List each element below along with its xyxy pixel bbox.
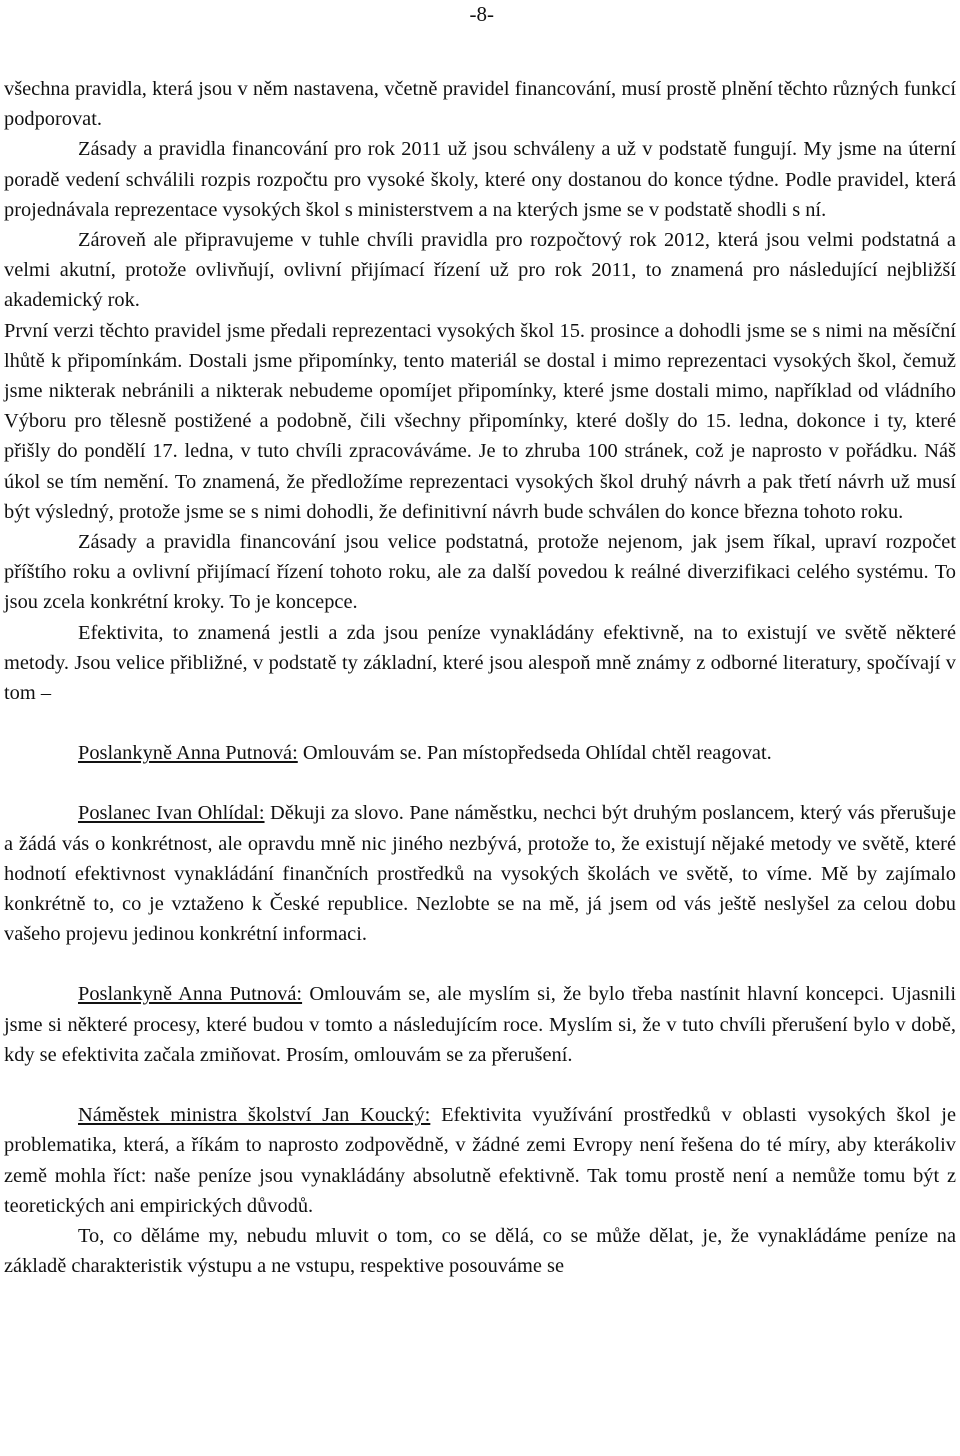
page-number: -8- [469,2,494,26]
speech-paragraph [4,798,956,949]
paragraph: Zároveň ale připravujeme v tuhle chvíli pravidla pro rozpočtový rok 2012, která jsou velmi podstatná a velmi akutní, protože ovlivňují, ovlivní přijímací řízení už pro rok 2011, to znamená pro následující nejbližší akademický rok. [4,229,956,312]
speech-text: Efektivita využívání prostředků v oblasti vysokých škol je problematika, která, a říkám to naprosto zodpovědně, v žádné zemi Evropy není řešena do té míry, aby kterákoliv země mohla říct: naše peníze jsou vynakládány absolutně efektivně. Tak tomu prostě není a nemůže tomu být z teoretických ani empirických důvodů. [4,1104,956,1217]
paragraph: První verzi těchto pravidel jsme předali reprezentaci vysokých škol 15. prosince a dohodli jsme se s nimi na měsíční lhůtě k připomínkám. Dostali jsme připomínky, tento materiál se dostal i mimo reprezentaci vysokých škol, čemuž jsme nikterak nebránili a nikterak nebudeme opomíjet připomínky, které jsme dostali mimo, například od vládního Výboru pro tělesně postižené a podobně, čili všechny připomínky, které došly do 15. ledna, dokonce i ty, které přišly do pondělí 17. ledna, v tuto chvíli zpracováváme. Je to zhruba 100 stránek, což je naprosto v pořádku. Náš úkol se tím nemění. To znamená, že předložíme reprezentaci vysokých škol druhý návrh a pak třetí návrh už musí být výsledný, protože jsme se s nimi dohodli, že definitivní návrh bude schválen do konce března tohoto roku. [4,319,956,523]
paragraph: Efektivita, to znamená jestli a zda jsou peníze vynakládány efektivně, na to existují ve světě některé metody. Jsou velice přibližné, v podstatě ty základní, které jsou alespoň mně známy z odborné literatury, spočívají v tom – [4,621,956,705]
document-body [4,74,956,1281]
speech-text: Omlouvám se. Pan místopředseda Ohlídal chtěl reagovat. [297,742,772,765]
paragraph: Zásady a pravidla financování jsou velice podstatná, protože nejenom, jak jsem říkal, upraví rozpočet příštího roku a ovlivní přijímací řízení tohoto roku, ale za další povedou k reálné diverzifikaci celého systému. To jsou zcela konkrétní kroky. To je koncepce. [4,531,956,614]
speech-text: Omlouvám se, ale myslím si, že bylo třeba nastínit hlavní koncepci. Ujasnili jsme si některé procesy, které budou v tomto a následujícím roce. Myslím si, že v tuto chvíli přerušení bylo v době, kdy se efektivita začala zmiňovat. Prosím, omlouvám se za přerušení. [4,983,956,1066]
speech-paragraph [4,1100,956,1221]
speech-paragraph [4,979,956,1070]
paragraph: Zásady a pravidla financování pro rok 2011 už jsou schváleny a už v podstatě fungují. My jsme na úterní poradě vedení schválili rozpis rozpočtu pro vysoké školy, které ony dostanou do konce týdne. Podle pravidel, která projednávala reprezentace vysokých škol s ministerstvem a na kterých jsme se v podstatě shodli s ní. [4,138,956,221]
speaker-name: Poslankyně Anna Putnová: [78,742,298,765]
paragraph: všechna pravidla, která jsou v něm nastavena, včetně pravidel financování, musí prostě plnění těchto různých funkcí podporovat. [4,78,956,131]
speaker-name: Poslanec Ivan Ohlídal: [78,802,265,825]
paragraph: To, co děláme my, nebudu mluvit o tom, co se dělá, co se může dělat, je, že vynakládáme peníze na základě charakteristik výstupu a ne vstupu, respektive posouváme se [4,1224,956,1278]
speaker-name: Náměstek ministra školství Jan Koucký: [78,1104,431,1127]
speaker-name: Poslankyně Anna Putnová: [78,983,303,1006]
speech-paragraph [4,738,956,768]
speech-text: Děkuji za slovo. Pane náměstku, nechci být druhým poslancem, který vás přerušuje a žádá vás o konkrétnost, ale opravdu mně nic jiného nezbývá, protože to, že existují nějaké metody ve světě, které hodnotí efektivnost vynakládání finančních prostředků na vysokých školách ve světě, to víme. Mě by zajímalo konkrétně to, co je vztaženo k České republice. Nezlobte se na mě, já jsem od vás ještě neslyšel za celou dobu vašeho projevu jedinou konkrétní informaci. [4,802,956,946]
